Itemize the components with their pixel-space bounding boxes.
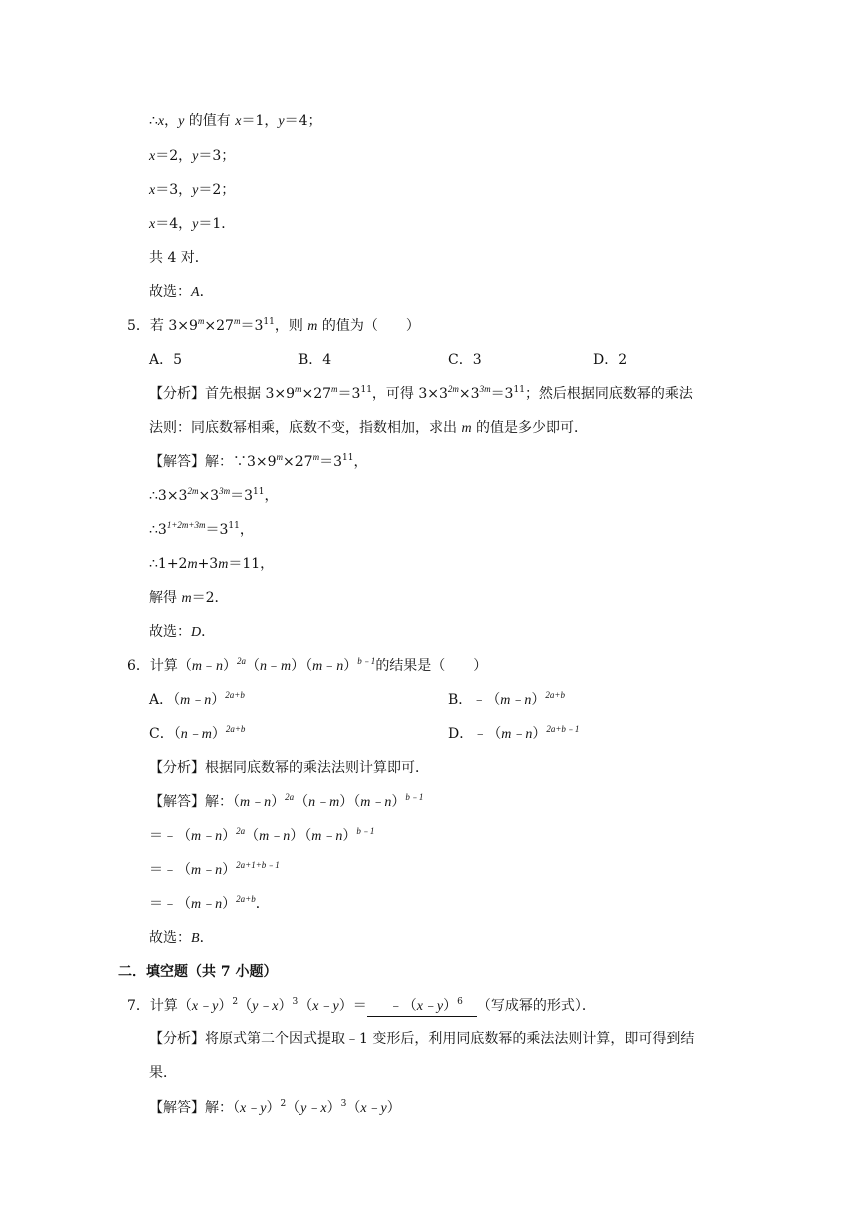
exponent: m [276,452,284,462]
q4-count: 共 4 对． [149,250,209,266]
text: 解得 [149,590,182,606]
text: （写成幂的形式）． [476,998,596,1014]
text: ） [222,896,237,912]
text: （ [286,1100,301,1116]
var: m [181,591,192,606]
exponent: 2a [237,656,247,666]
answer-blank [367,997,477,1017]
text: ＝3 [319,454,343,470]
exponent: 11 [228,521,240,531]
expr: m﹣n [191,863,223,878]
q5-solution-line-3 [149,521,254,539]
text: ＝11， [228,556,275,572]
text: ×27 [204,318,234,334]
q6-analysis [149,759,429,777]
text: ＝﹣（ [149,828,191,844]
q7-solution-line-1 [149,1099,401,1118]
var: x [149,217,156,232]
expr: m﹣n [240,795,272,810]
text: ＝3 [205,522,229,538]
text: ） [211,692,226,708]
var: y [192,149,199,164]
exponent: 11 [360,385,372,395]
expr: m﹣n [500,693,532,708]
text: ） [266,1100,281,1116]
text: +3 [197,556,219,572]
text: ） [222,862,237,878]
text: （ [245,828,260,844]
section-heading: 二．填空题（共 7 小题） [118,964,278,980]
text: ） [532,726,547,742]
var: m [312,659,323,674]
text: ＝3 [230,488,254,504]
exponent: 2a [236,826,246,836]
text: ＝3 [490,386,514,402]
text: ）（ [290,828,312,844]
solution-tag: 【解答】 [149,1100,205,1116]
q5-option-d: D．2 [593,352,628,368]
text: 根据同底数幂的乘法法则计算即可． [205,760,429,776]
exponent: 11 [253,487,265,497]
text: ， [164,113,179,129]
text: ） [326,1100,341,1116]
exponent: 2 [232,997,239,1007]
text: 的值为（ ） [317,318,420,334]
text: ）（ [339,794,361,810]
q6-solution-line-4 [149,895,270,914]
text: 的结果是（ ） [375,658,488,674]
q5-option-c: C．3 [448,352,482,368]
text: 故选： [149,624,191,640]
q4-line-3 [149,181,235,200]
exponent: 2a+b [225,724,246,734]
analysis-tag: 【分析】 [149,760,205,776]
q6-solution-line-3 [149,861,280,880]
q5-analysis-line-2 [149,419,588,438]
text: ＝3； [198,148,236,164]
text: ． [199,284,214,300]
expr: m﹣n [311,829,343,844]
var: m [281,659,292,674]
var: m [187,557,198,572]
exponent: m [312,452,320,462]
expr: m﹣n [259,829,291,844]
text: ；然后根据同底数幂的乘法 [524,386,693,402]
var: n [216,659,224,674]
exponent: m [233,316,241,326]
exponent: 2a+1+b﹣1 [236,860,280,870]
expr: y﹣x [252,999,279,1014]
text: 7．计算（ [127,998,192,1014]
text: ＝2， [155,148,193,164]
text: ） [211,726,226,742]
expr: m﹣n [191,829,223,844]
q6-solution-line-1 [149,793,423,812]
exponent: 3 [292,997,299,1007]
text: 的值有 [184,113,236,129]
var: m [307,319,318,334]
exponent: m [331,384,338,394]
q7-analysis-line-1 [149,1030,694,1048]
text: ，则 [274,318,308,334]
exponent: 2a+b [225,690,245,700]
text: ＝2． [191,590,229,606]
answer-letter: D [191,625,202,640]
expr: m﹣n [501,727,533,742]
text: ×3 [198,488,220,504]
q5-analysis-line-1 [149,385,693,403]
q6-option-b [448,691,565,710]
text: ＝3 [240,318,264,334]
q4-line-2 [149,147,235,166]
var: y [192,183,199,198]
q4-choice [149,283,214,302]
text: ＝1， [241,113,279,129]
text: ） [218,998,233,1014]
text: ） [342,828,357,844]
exponent: 11 [342,453,354,463]
text: ，可得 3×3 [371,386,448,402]
text: ） [531,692,546,708]
var: m [461,421,472,436]
exponent: 2m [187,486,199,496]
text: 解：∵3×9 [205,454,277,470]
q6-stem [127,657,487,676]
text: 6．计算（ [127,658,192,674]
therefore-symbol: ∴ [149,113,158,129]
text: ， [264,488,279,504]
exponent: 11 [513,385,525,395]
text: （ [246,658,261,674]
exponent: 2a [285,792,295,802]
expr: n﹣m [180,727,212,742]
exponent: 2a+b﹣1 [546,724,580,734]
text: ﹣ [322,658,337,674]
text: ＝2； [198,182,236,198]
text: ×27 [301,386,332,402]
q7-stem [127,997,596,1017]
exponent: m [295,384,302,394]
text: ＝4， [155,216,193,232]
analysis-tag: 【分析】 [149,386,205,402]
text: ． [199,930,214,946]
expr: m﹣n [360,795,392,810]
text: ∴3 [149,522,167,538]
q5-solution-line-4 [149,555,274,574]
var: m [191,659,203,674]
solution-tag: 【解答】 [149,794,205,810]
var: x [235,114,242,129]
var: y [278,114,285,129]
text: ﹣ [202,658,217,674]
q4-line-4 [149,215,235,234]
answer-letter: B [191,931,200,946]
text: ＝1． [198,216,236,232]
text: ， [353,454,368,470]
var: x [149,149,156,164]
text: ＝﹣（ [149,862,191,878]
text: 法则：同底数幂相乘，底数不变，指数相加，求出 [149,420,462,436]
text: 5．若 3×9 [127,318,198,334]
text: ． [201,624,216,640]
q5-solution-line-5 [149,589,229,608]
text: ＝﹣（ [149,896,191,912]
text: 将原式第二个因式提取﹣1 变形后，利用同底数幂的乘法法则计算，即可得到结 [205,1031,695,1047]
text: ）（ [291,658,313,674]
exponent: 6 [457,997,463,1007]
var: n [336,659,344,674]
exponent: 2a+b [545,690,565,700]
q6-option-a [149,691,245,710]
var: y [178,114,185,129]
expr: m﹣n [180,693,212,708]
text: 故选： [149,930,191,946]
q5-stem [127,317,420,336]
var: x [149,183,156,198]
expr: x﹣y [360,1101,387,1116]
text: ）＝ [338,998,367,1014]
exponent: 11 [263,317,275,327]
text: ） [343,658,358,674]
text: 解：（ [205,1100,240,1116]
text: （ [294,794,309,810]
text: ×27 [283,454,313,470]
text: B．﹣（ [448,692,501,708]
text: ﹣ [267,658,282,674]
text: 故选： [149,284,191,300]
text: ） [386,1100,401,1116]
text: ∴1+2 [149,556,188,572]
text: ） [391,794,406,810]
var: m [218,557,229,572]
text: ×3 [458,386,480,402]
q5-choice [149,623,215,642]
exponent: 2a+b [236,894,256,904]
var: n [260,659,268,674]
exponent: 3 [340,1099,347,1109]
answer-letter: A [191,285,200,300]
expr: n﹣m [308,795,340,810]
q6-option-c [149,725,245,744]
text: （ [346,1100,361,1116]
text: （ [238,998,253,1014]
text: ＝3， [155,182,193,198]
text: ） [223,658,238,674]
text: ） [443,998,458,1014]
var: y [192,217,199,232]
exponent: 2m [447,384,459,394]
exponent: b﹣1 [356,826,375,836]
expr: x﹣y [240,1101,267,1116]
expr: y﹣x [300,1101,327,1116]
analysis-tag: 【分析】 [149,1031,205,1047]
text: 的值是多少即可． [471,420,589,436]
exponent: 3m [219,486,231,496]
text: ） [271,794,286,810]
text: ． [255,896,270,912]
exponent: b﹣1 [357,656,376,666]
exponent: 1+2m+3m [166,520,206,530]
solution-tag: 【解答】 [149,454,205,470]
expr: x﹣y [312,999,339,1014]
q6-option-d [448,725,579,744]
text: ∴3×3 [149,488,188,504]
q6-solution-line-2 [149,827,374,846]
text: ﹣（ [388,998,417,1014]
text: ＝4； [284,113,322,129]
expr: x﹣y [416,999,444,1014]
q4-line-1 [149,112,322,131]
var: x [157,114,165,129]
q5-option-a: A．5 [149,352,183,368]
expr: m﹣n [191,897,223,912]
text: ） [222,828,237,844]
q5-solution-line-2 [149,487,278,505]
text: ， [239,522,254,538]
exponent: m [197,316,205,326]
q5-option-b: B．4 [298,352,332,368]
expr: x﹣y [191,999,219,1014]
q7-analysis-line-2: 果． [149,1065,177,1081]
exponent: 2 [280,1099,287,1109]
text: ） [278,998,293,1014]
text: A．（ [149,692,181,708]
q5-solution-line-1 [149,453,367,471]
text: （ [298,998,313,1014]
text: 首先根据 3×9 [205,386,295,402]
text: D．﹣（ [448,726,502,742]
exponent: 3m [479,384,491,394]
exponent: b﹣1 [405,792,424,802]
text: ＝3 [337,386,361,402]
q6-choice [149,929,214,948]
text: C．（ [149,726,181,742]
text: 解：（ [205,794,240,810]
